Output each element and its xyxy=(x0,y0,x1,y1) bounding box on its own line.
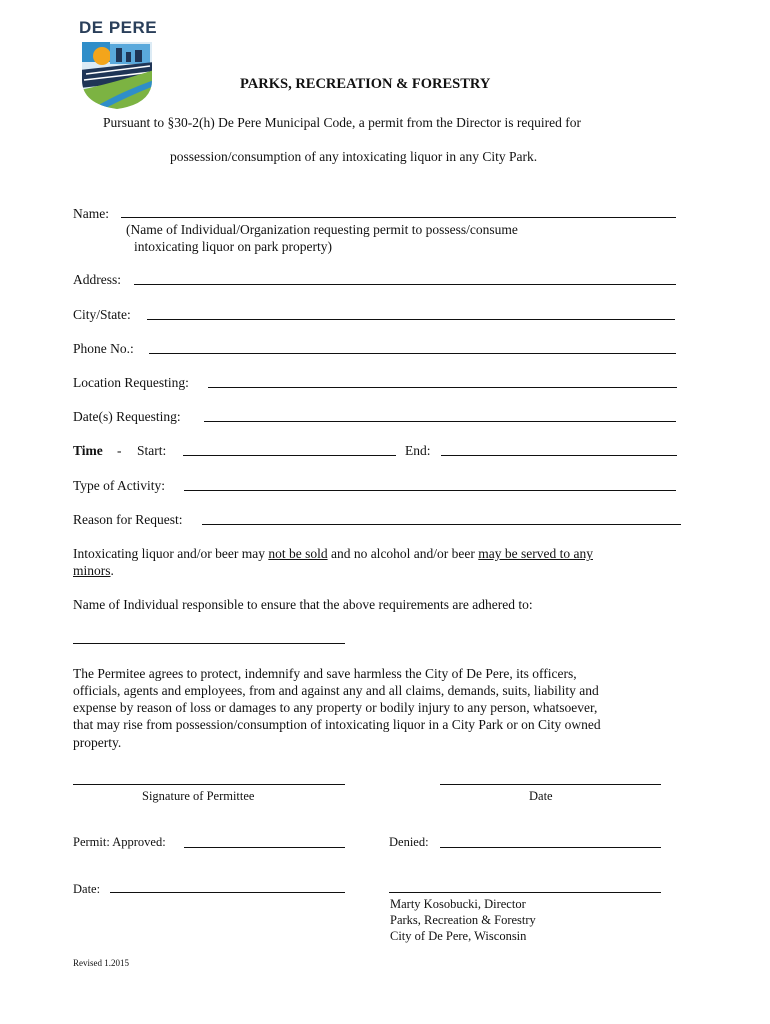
denied-field[interactable] xyxy=(440,847,661,848)
phone-label: Phone No.: xyxy=(73,341,134,356)
notice-served-b: minors xyxy=(73,563,111,578)
signature-date-label: Date xyxy=(529,789,553,803)
director-dept: Parks, Recreation & Forestry xyxy=(390,913,536,927)
reason-label: Reason for Request: xyxy=(73,512,183,527)
logo-text: DE PERE xyxy=(79,18,158,37)
activity-field[interactable] xyxy=(184,490,676,491)
address-field[interactable] xyxy=(134,284,676,285)
end-label: End: xyxy=(405,443,431,458)
time-label: Time xyxy=(73,443,103,458)
intro-line-1: Pursuant to §30-2(h) De Pere Municipal Code, a permit from the Director is required for xyxy=(103,115,581,130)
director-name: Marty Kosobucki, Director xyxy=(390,897,526,911)
approved-label: Permit: Approved: xyxy=(73,835,166,849)
revised-note: Revised 1.2015 xyxy=(73,958,129,968)
responsible-label: Name of Individual responsible to ensure that the above requirements are adhered to: xyxy=(73,597,533,612)
address-label: Address: xyxy=(73,272,121,287)
approved-field[interactable] xyxy=(184,847,345,848)
notice-part-2: and no alcohol and/or beer xyxy=(327,546,479,561)
activity-label: Type of Activity: xyxy=(73,478,166,493)
logo xyxy=(78,18,158,110)
logo-shield-icon xyxy=(80,40,154,110)
notice-not-sold: not be sold xyxy=(268,546,328,561)
end-time-field[interactable] xyxy=(441,455,677,456)
notice-served-a: may be served to any xyxy=(478,546,593,561)
start-label: Start: xyxy=(137,443,167,458)
location-field[interactable] xyxy=(208,387,677,388)
indemnity-line-4: that may rise from possession/consumption of intoxicating liquor in a City Park or on City owned xyxy=(73,717,601,732)
indemnity-line-5: property. xyxy=(73,735,122,750)
location-label: Location Requesting: xyxy=(73,375,189,390)
start-time-field[interactable] xyxy=(183,455,396,456)
denied-label: Denied: xyxy=(389,835,429,849)
alcohol-notice xyxy=(73,545,593,562)
dates-label: Date(s) Requesting: xyxy=(73,409,181,424)
name-label: Name: xyxy=(73,206,109,221)
name-note-line-2: intoxicating liquor on park property) xyxy=(134,239,332,254)
citystate-label: City/State: xyxy=(73,307,131,322)
approval-date-field[interactable] xyxy=(110,892,345,893)
signature-date-field[interactable] xyxy=(440,784,661,785)
signature-label: Signature of Permittee xyxy=(142,789,255,803)
name-field[interactable] xyxy=(121,217,676,218)
phone-field[interactable] xyxy=(149,353,676,354)
notice-part-1: Intoxicating liquor and/or beer may xyxy=(73,546,269,561)
director-city: City of De Pere, Wisconsin xyxy=(390,929,527,943)
indemnity-line-2: officials, agents and employees, from and against any and all claims, demands, suits, liability and xyxy=(73,683,599,698)
approval-date-label: Date: xyxy=(73,882,101,896)
notice-period: . xyxy=(110,563,114,578)
indemnity-line-3: expense by reason of loss or damages to any property or bodily injury to any person, whatsoever, xyxy=(73,700,598,715)
reason-field[interactable] xyxy=(202,524,681,525)
citystate-field[interactable] xyxy=(147,319,675,320)
time-dash: - xyxy=(117,443,122,458)
intro-line-2: possession/consumption of any intoxicating liquor in any City Park. xyxy=(170,149,538,164)
responsible-field[interactable] xyxy=(73,643,345,644)
page-title: PARKS, RECREATION & FORESTRY xyxy=(240,76,491,92)
signature-field[interactable] xyxy=(73,784,345,785)
alcohol-notice-line-2 xyxy=(73,562,114,579)
director-signature-field[interactable] xyxy=(389,892,661,893)
dates-field[interactable] xyxy=(204,421,676,422)
name-note-line-1: (Name of Individual/Organization requesting permit to possess/consume xyxy=(126,222,518,237)
indemnity-line-1: The Permitee agrees to protect, indemnify and save harmless the City of De Pere, its officers, xyxy=(73,666,577,681)
